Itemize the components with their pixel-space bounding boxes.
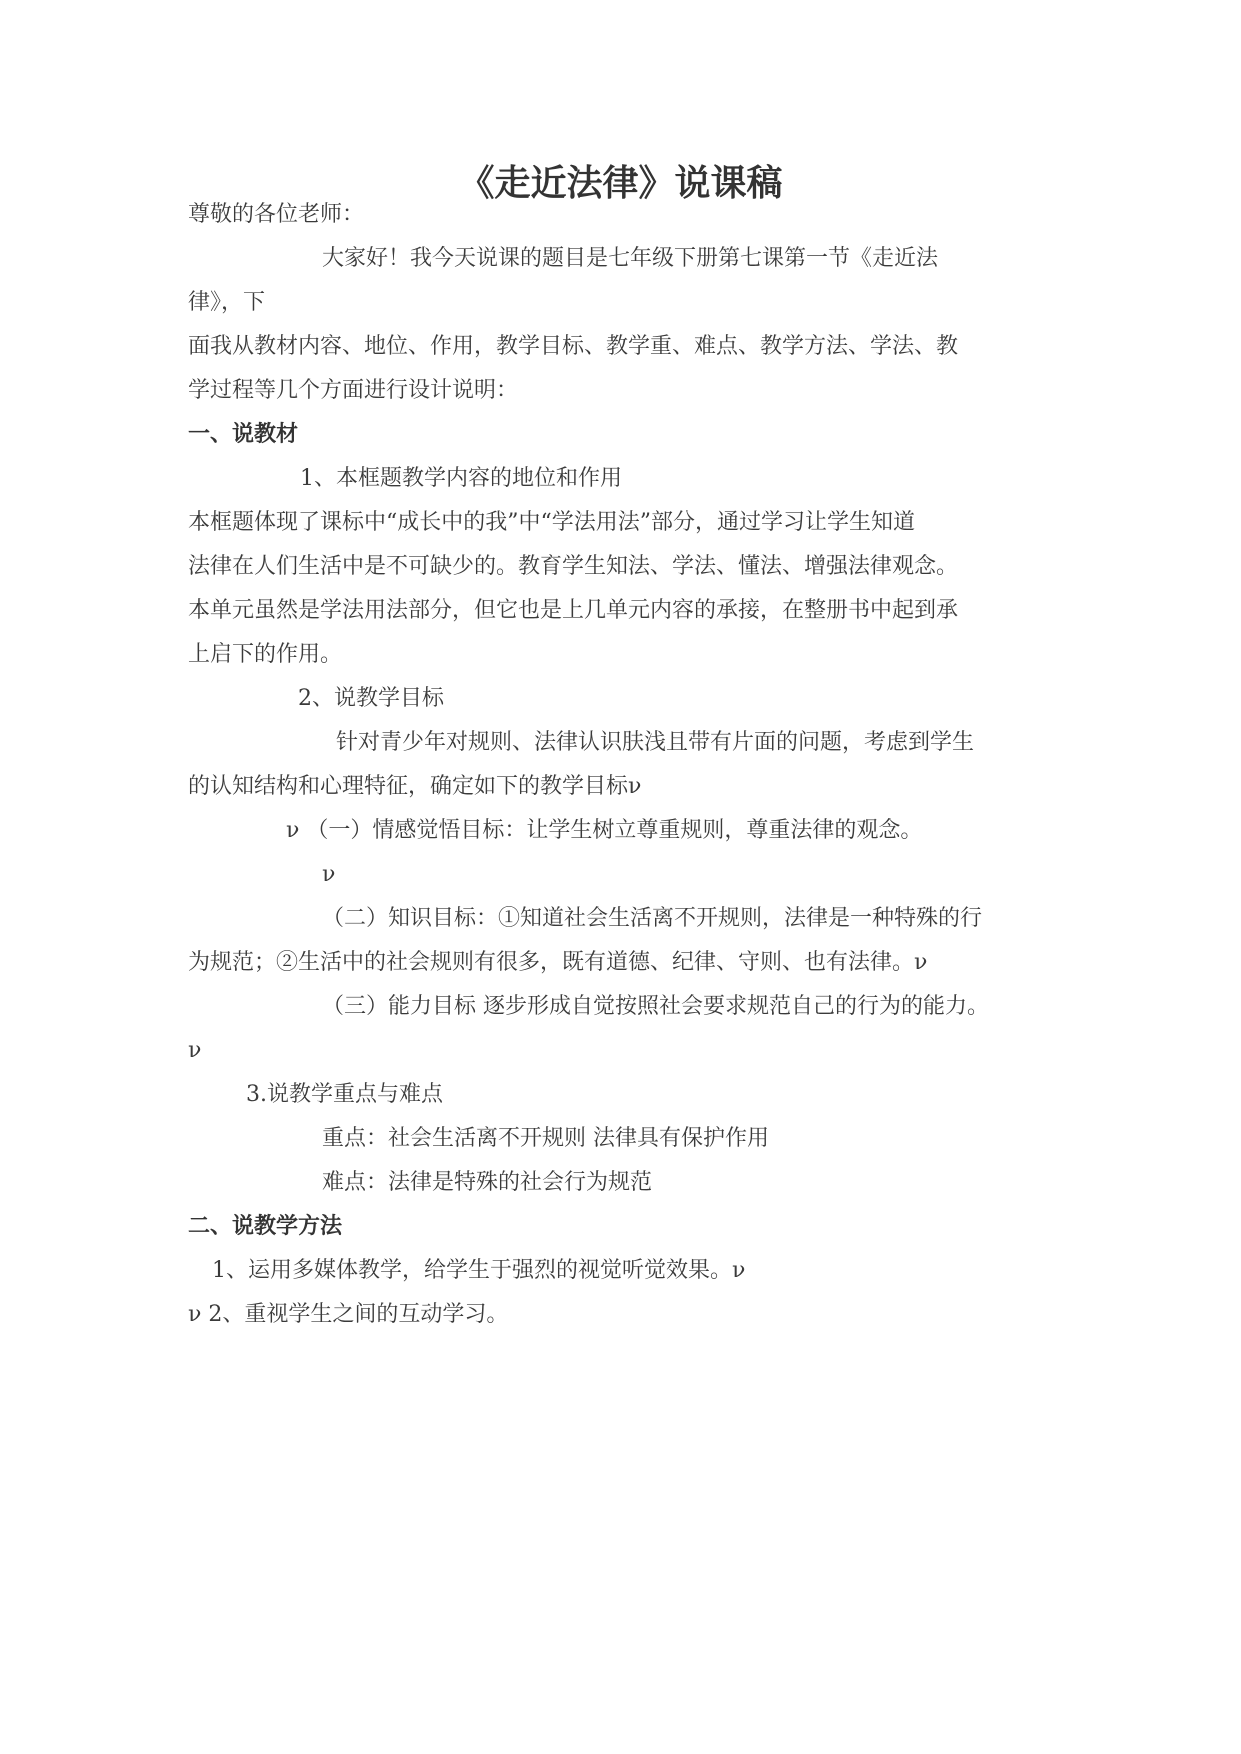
method-line: 1、运用多媒体教学，给学生于强烈的视觉听觉效果。ν bbox=[212, 1258, 746, 1283]
goal-line: （三）能力目标 逐步形成自觉按照社会要求规范自己的行为的能力。 bbox=[322, 994, 989, 1019]
paragraph-line: 法律在人们生活中是不可缺少的。教育学生知法、学法、懂法、增强法律观念。 bbox=[188, 554, 959, 579]
document-title: 《走近法律》说课稿 bbox=[458, 163, 783, 204]
salutation: 尊敬的各位老师： bbox=[188, 202, 365, 227]
paragraph-line: 本单元虽然是学法用法部分，但它也是上几单元内容的承接，在整册书中起到承 bbox=[188, 598, 959, 623]
paragraph-line: 大家好！我今天说课的题目是七年级下册第七课第一节《走近法 bbox=[322, 246, 939, 271]
paragraph-line: 学过程等几个方面进行设计说明： bbox=[188, 378, 519, 403]
section-heading: 二、说教学方法 bbox=[188, 1214, 343, 1239]
method-line: ν 2、重视学生之间的互动学习。 bbox=[188, 1302, 509, 1327]
section-heading: 一、说教材 bbox=[188, 422, 299, 447]
key-point-line: 重点：社会生活离不开规则 法律具有保护作用 bbox=[322, 1126, 769, 1151]
paragraph-line: 为规范；②生活中的社会规则有很多，既有道德、纪律、守则、也有法律。ν bbox=[188, 950, 928, 975]
bullet-mark: ν bbox=[322, 862, 336, 887]
paragraph-line: 针对青少年对规则、法律认识肤浅且带有片面的问题，考虑到学生 bbox=[336, 730, 975, 755]
subsection-heading: 3.说教学重点与难点 bbox=[246, 1082, 443, 1107]
subsection-heading: 2、说教学目标 bbox=[298, 686, 444, 711]
paragraph-line: 上启下的作用。 bbox=[188, 642, 343, 667]
paragraph-line: 面我从教材内容、地位、作用，教学目标、教学重、难点、教学方法、学法、教 bbox=[188, 334, 959, 359]
paragraph-line: 的认知结构和心理特征，确定如下的教学目标ν bbox=[188, 774, 642, 799]
bullet-mark: ν bbox=[188, 1038, 202, 1063]
goal-line: ν （一）情感觉悟目标：让学生树立尊重规则，尊重法律的观念。 bbox=[286, 818, 923, 843]
paragraph-line: 律》，下 bbox=[188, 290, 266, 315]
difficulty-line: 难点：法律是特殊的社会行为规范 bbox=[322, 1170, 653, 1195]
subsection-heading: 1、本框题教学内容的地位和作用 bbox=[300, 466, 622, 491]
goal-line: （二）知识目标：①知道社会生活离不开规则，法律是一种特殊的行 bbox=[322, 906, 983, 931]
paragraph-line: 本框题体现了课标中“成长中的我”中“学法用法”部分，通过学习让学生知道 bbox=[188, 510, 915, 535]
